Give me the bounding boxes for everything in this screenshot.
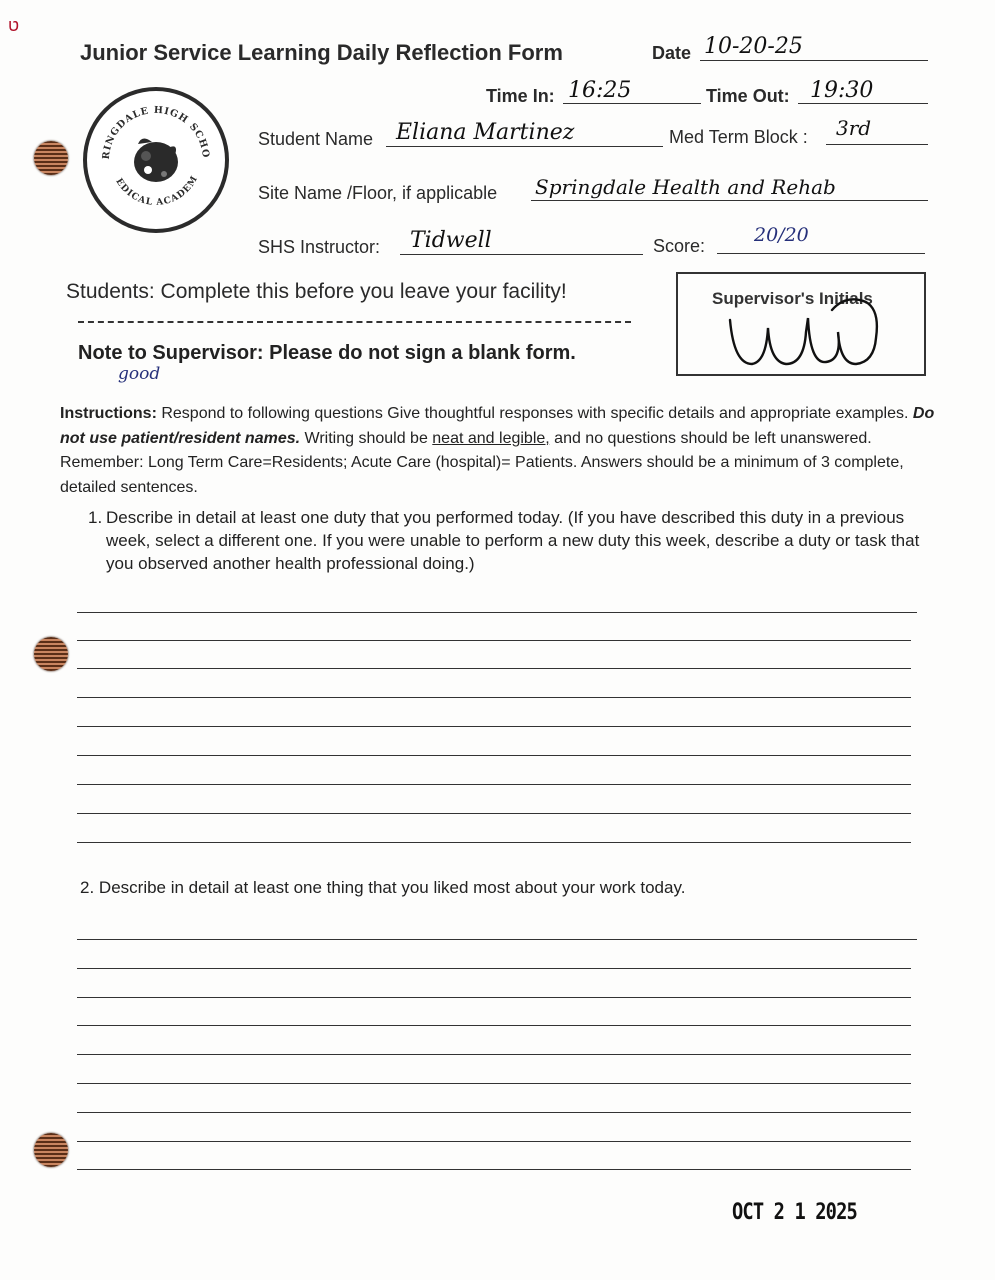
dashed-divider	[78, 321, 631, 323]
date-value[interactable]: 10-20-25	[704, 34, 803, 59]
time-in-label: Time In:	[486, 86, 555, 106]
med-term-block-value[interactable]: 3rd	[836, 116, 872, 140]
instructor-label: SHS Instructor:	[258, 237, 381, 257]
instructions-text-1: Respond to following questions Give thoughtful responses with specific details and appropriate examples.	[161, 405, 913, 422]
student-name-value[interactable]: Eliana Martinez	[396, 120, 575, 145]
med-term-block-line	[826, 144, 928, 145]
date-label: Date	[652, 43, 692, 63]
time-out-label: Time Out:	[706, 86, 790, 106]
supervisor-initials-label: Supervisor's Initials	[712, 289, 873, 308]
question-2-text: Describe in detail at least one thing that you liked most about your work today.	[98, 878, 686, 897]
supervisor-initials-signature	[724, 292, 894, 374]
question-2	[80, 876, 926, 899]
date-line	[700, 60, 928, 61]
school-logo	[82, 86, 230, 234]
score-line	[717, 253, 925, 254]
instructions-text-2: Writing should be	[300, 429, 433, 447]
logo-bottom-text: EDICAL ACADEM	[113, 174, 201, 209]
student-name-line	[386, 146, 663, 147]
punch-hole-middle	[34, 637, 68, 671]
supervisor-comment: good	[118, 364, 161, 384]
instructor-line	[400, 254, 643, 255]
instructions-label: Instructions:	[60, 405, 157, 422]
med-term-block-label: Med Term Block :	[669, 127, 808, 147]
question-1-text: Describe in detail at least one duty that you performed today. (If you have described this duty in a previous week, select a different one. If you were unable to perform a new duty this week, describe a duty or task that you observed another health professional doing.)	[106, 508, 920, 573]
supervisor-initials-box[interactable]	[676, 272, 926, 376]
corner-mark: ט	[8, 16, 20, 35]
instructions-emphasis: Do not use patient/resident names.	[60, 405, 935, 447]
score-label: Score:	[653, 236, 706, 256]
instructor-value[interactable]: Tidwell	[410, 228, 492, 253]
received-date-stamp: OCT 2 1 2025	[732, 1200, 857, 1225]
instructions-underlined: neat and legible,	[432, 429, 550, 447]
score-value[interactable]: 20/20	[754, 224, 809, 246]
question-1-number: 1.	[88, 508, 103, 527]
instructions-text-3: and no questions should be left unanswered. Remember: Long Term Care=Residents; Acute Care (hospital)= Patients. Answers should be a minimum of 3 complete, detailed sentences.	[60, 429, 904, 496]
punch-hole-bottom	[34, 1133, 68, 1167]
instructions	[60, 402, 940, 500]
question-1	[88, 506, 934, 575]
student-name-label: Student Name	[258, 129, 374, 149]
punch-hole-top	[34, 141, 68, 175]
time-out-value[interactable]: 19:30	[810, 78, 874, 103]
form-title: Junior Service Learning Daily Reflection Form	[80, 40, 563, 65]
question-2-number: 2.	[80, 878, 95, 897]
time-in-value[interactable]: 16:25	[568, 78, 632, 103]
supervisor-note: Note to Supervisor: Please do not sign a blank form.	[78, 342, 576, 364]
site-name-value[interactable]: Springdale Health and Rehab	[535, 175, 836, 199]
logo-top-text: RINGDALE HIGH SCHO	[100, 104, 212, 160]
site-name-label: Site Name /Floor, if applicable	[258, 183, 498, 203]
time-in-line	[563, 103, 701, 104]
time-out-line	[798, 103, 928, 104]
site-name-line	[531, 200, 928, 201]
students-note: Students: Complete this before you leave your facility!	[66, 280, 567, 303]
